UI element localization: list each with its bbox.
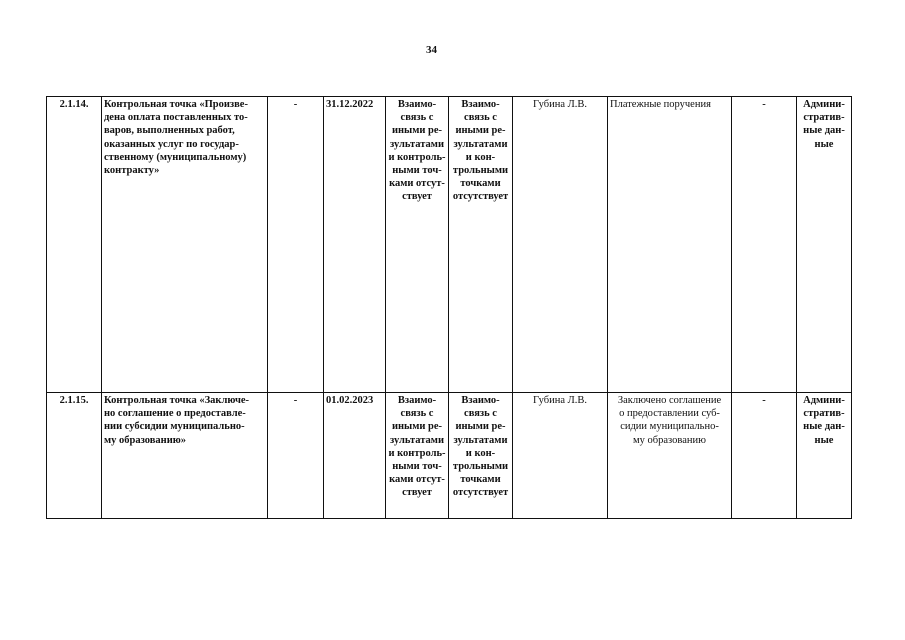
link-next-line: зультатами <box>453 138 508 150</box>
responsible-name: Губина Л.В. <box>532 99 588 110</box>
row-number-cell <box>47 393 102 519</box>
dash-value: - <box>762 395 766 406</box>
source-line: ные <box>814 434 834 446</box>
link-next-line: зультатами <box>453 434 508 446</box>
link-next-line: иными ре- <box>455 125 506 137</box>
link-prev-line: иными ре- <box>391 421 443 433</box>
link-prev-line: иными ре- <box>391 125 443 137</box>
link-next-line: точками <box>460 178 501 190</box>
row-number: 2.1.14. <box>59 99 89 110</box>
link-next-line: отсутствует <box>452 487 509 499</box>
control-point-name-line: ственному (муниципальному) <box>104 151 247 163</box>
control-point-name-line: оказанных услуг по государ- <box>104 138 239 150</box>
dash-cell <box>732 393 797 519</box>
control-point-name-line: му образованию» <box>104 434 187 446</box>
control-point-name-line: нии субсидии муниципально- <box>104 421 245 433</box>
date-value: 31.12.2022 <box>326 99 374 110</box>
link-prev-line: ными точ- <box>392 461 442 473</box>
control-point-name-line: но соглашение о предоставле- <box>104 408 246 420</box>
control-points-table <box>46 96 852 519</box>
dash-cell <box>268 393 324 519</box>
date-value: 01.02.2023 <box>326 395 374 406</box>
link-prev-line: и контроль- <box>388 447 446 459</box>
table-row <box>47 393 852 519</box>
control-point-name-line: Контрольная точка «Заключе- <box>104 395 250 406</box>
link-prev-line: и контроль- <box>388 151 446 163</box>
page-number: 34 <box>426 44 437 56</box>
link-next-line: Взаимо- <box>461 99 500 110</box>
source-line: ные <box>814 138 834 150</box>
source-line: стратив- <box>803 112 845 124</box>
source-line: Админи- <box>803 99 845 110</box>
link-next-line: и кон- <box>465 447 496 459</box>
responsible-cell <box>513 97 608 393</box>
link-prev-line: ками отсут- <box>389 178 445 190</box>
link-next-cell <box>449 97 513 393</box>
dash-value: - <box>762 99 766 110</box>
document-line: о предоставлении суб- <box>619 408 720 420</box>
source-cell <box>797 393 852 519</box>
link-prev-line: зультатами <box>389 434 445 446</box>
control-point-name-line: Контрольная точка «Произве- <box>104 99 248 110</box>
link-next-line: трольными <box>452 165 509 177</box>
source-line: ные дан- <box>803 421 845 433</box>
control-point-name-line: контракту» <box>104 165 160 177</box>
link-next-cell <box>449 393 513 519</box>
link-next-line: связь с <box>464 112 497 124</box>
link-next-line: иными ре- <box>455 421 506 433</box>
date-cell <box>324 393 386 519</box>
control-point-name-line: варов, выполненных работ, <box>104 125 235 137</box>
link-next-line: связь с <box>464 408 497 420</box>
dash-cell <box>732 97 797 393</box>
dash-value: - <box>293 99 298 110</box>
link-prev-line: ствует <box>402 191 432 203</box>
link-next-line: и кон- <box>465 151 496 163</box>
link-prev-line: Взаимо- <box>397 99 437 110</box>
link-next-line: трольными <box>452 461 509 473</box>
row-number-cell <box>47 97 102 393</box>
document-line: сидии муниципально- <box>620 421 719 433</box>
document-cell <box>608 97 732 393</box>
link-prev-line: связь с <box>400 112 434 124</box>
document-cell <box>608 393 732 519</box>
link-prev-line: ствует <box>402 487 432 499</box>
responsible-name: Губина Л.В. <box>532 395 588 406</box>
document-line: Заключено соглашение <box>617 395 722 406</box>
link-prev-line: Взаимо- <box>397 395 437 406</box>
link-prev-line: зультатами <box>389 138 445 150</box>
link-prev-cell <box>386 97 449 393</box>
table-row <box>47 97 852 393</box>
document-line: Платежные поручения <box>610 99 711 110</box>
link-prev-cell <box>386 393 449 519</box>
source-cell <box>797 97 852 393</box>
link-next-line: отсутствует <box>452 191 509 203</box>
document-line: му образованию <box>633 434 706 446</box>
link-next-line: Взаимо- <box>461 395 500 406</box>
date-cell <box>324 97 386 393</box>
row-number: 2.1.15. <box>59 395 89 406</box>
link-prev-line: связь с <box>400 408 434 420</box>
control-point-name-line: дена оплата поставленных то- <box>104 112 248 124</box>
source-line: ные дан- <box>803 125 845 137</box>
control-point-name-cell <box>102 393 268 519</box>
dash-cell <box>268 97 324 393</box>
responsible-cell <box>513 393 608 519</box>
dash-value: - <box>293 395 298 406</box>
control-point-name-cell <box>102 97 268 393</box>
source-line: Админи- <box>803 395 845 406</box>
link-next-line: точками <box>460 474 501 486</box>
source-line: стратив- <box>803 408 845 420</box>
link-prev-line: ками отсут- <box>389 474 445 486</box>
link-prev-line: ными точ- <box>392 165 442 177</box>
